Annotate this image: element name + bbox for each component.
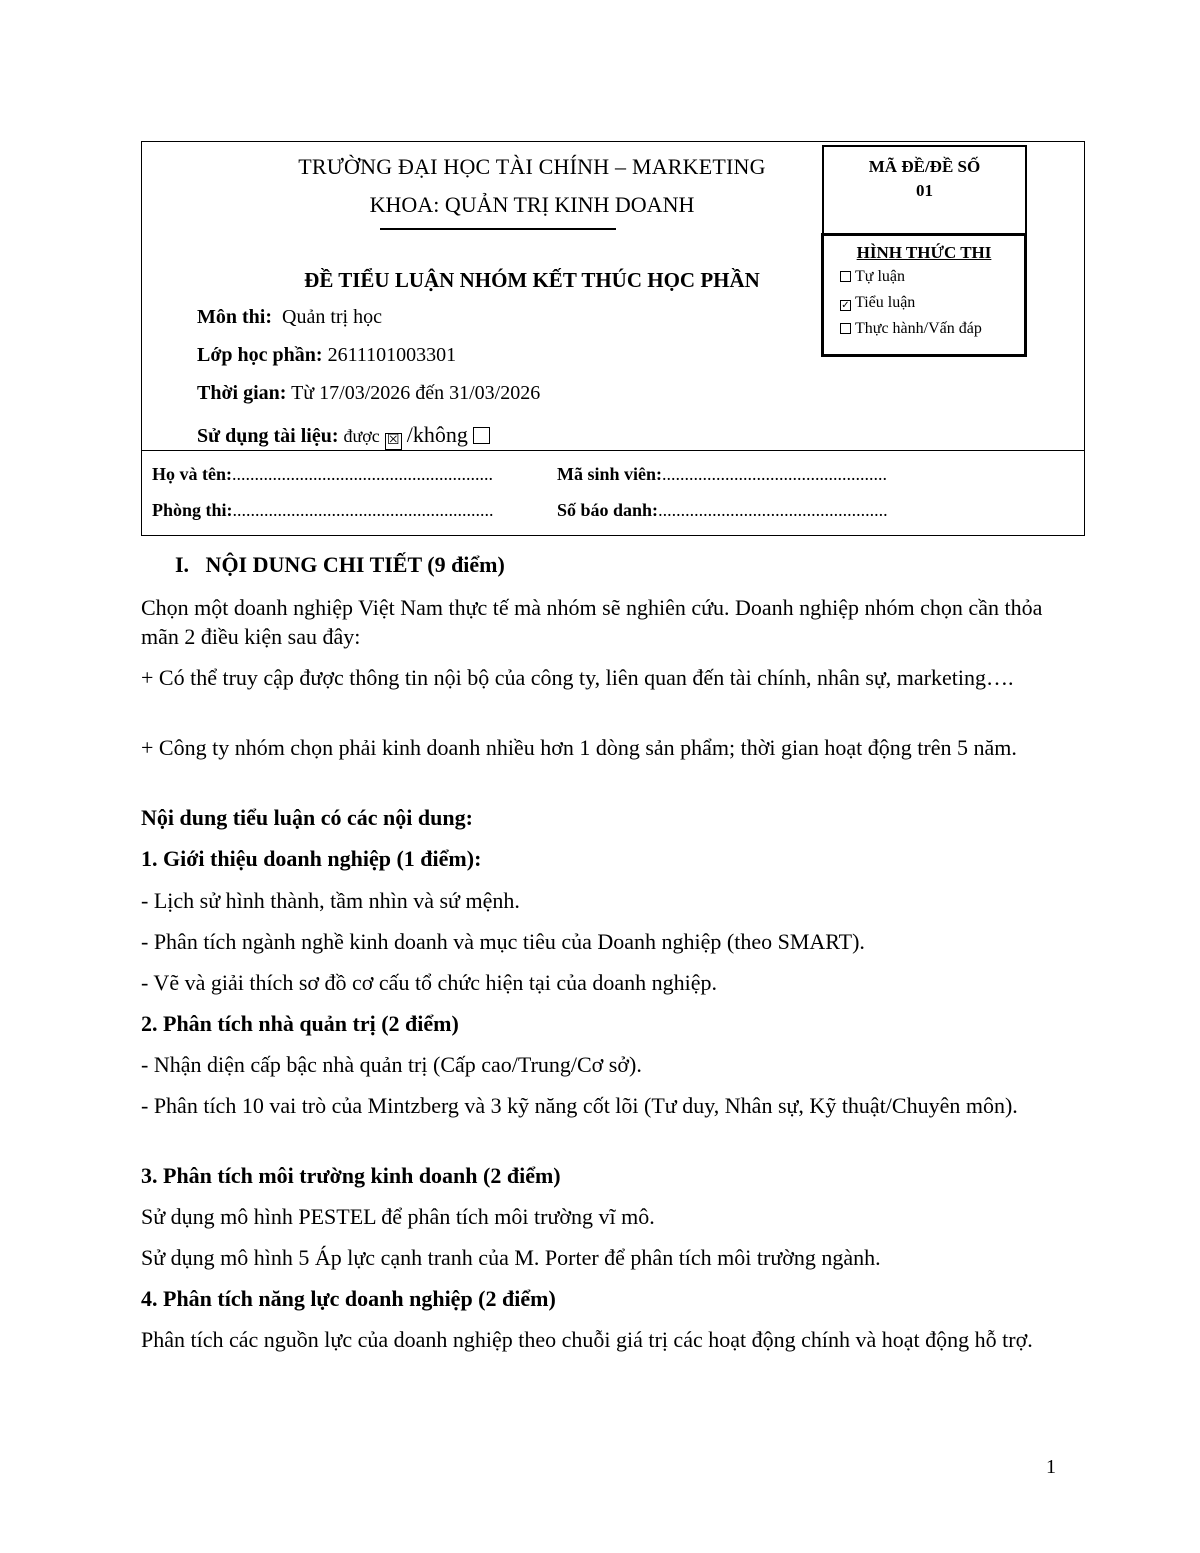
candidate-number-field[interactable]: [557, 500, 888, 521]
checkbox-icon[interactable]: [840, 271, 851, 282]
candidate-number-dots: ...................................................: [658, 500, 888, 520]
form-option-practice[interactable]: [840, 316, 1024, 342]
exam-title: ĐỀ TIỂU LUẬN NHÓM KẾT THÚC HỌC PHẦN: [304, 268, 760, 292]
faculty-name: KHOA: QUẢN TRỊ KINH DOANH: [369, 192, 695, 217]
exam-room-dots: ..........................................................: [232, 500, 494, 520]
exam-header-table: [141, 141, 1085, 536]
student-id-label: Mã sinh viên:: [557, 464, 663, 484]
time-line: [197, 382, 540, 405]
time-label: Thời gian:: [197, 382, 287, 404]
h2-item-2: - Phân tích 10 vai trò của Mintzberg và 3 kỹ năng cốt lõi (Tư duy, Nhân sự, Kỹ thuật/Chuyên môn).: [141, 1093, 1018, 1118]
exam-code-box: [822, 145, 1027, 235]
header-divider: [142, 450, 1084, 451]
student-name-field[interactable]: [152, 464, 493, 485]
content-heading: Nội dung tiểu luận có các nội dung:: [141, 805, 473, 830]
form-option-essay[interactable]: [840, 264, 1024, 290]
h2-item-1: - Nhận diện cấp bậc nhà quản trị (Cấp cao/Trung/Cơ sở).: [141, 1052, 642, 1077]
exam-code-value: 01: [916, 181, 933, 200]
materials-not-label: /không: [406, 422, 468, 447]
form-option-label: Thực hành/Vấn đáp: [855, 320, 982, 337]
class-line: [197, 344, 456, 367]
materials-line: [197, 422, 490, 450]
checkbox-icon[interactable]: [840, 323, 851, 334]
student-id-field[interactable]: [557, 464, 887, 485]
class-value: 2611101003301: [327, 344, 457, 366]
materials-allowed-checkbox[interactable]: ☒: [385, 433, 402, 450]
page-number: 1: [1046, 1456, 1056, 1478]
h4-item-1: Phân tích các nguồn lực của doanh nghiệp theo chuỗi giá trị các hoạt động chính và hoạt động hỗ trợ.: [141, 1327, 1033, 1352]
section-title: I. NỘI DUNG CHI TIẾT (9 điểm): [175, 552, 505, 577]
intro-paragraph: Chọn một doanh nghiệp Việt Nam thực tế mà nhóm sẽ nghiên cứu. Doanh nghiệp nhóm chọn cần thỏa mãn 2 điều kiện sau đây:: [141, 595, 1043, 649]
form-option-label: Tự luận: [855, 268, 905, 285]
student-name-label: Họ và tên:: [152, 464, 232, 484]
exam-form-title: HÌNH THỨC THI: [856, 243, 992, 262]
subject-value: Quản trị học: [282, 306, 382, 328]
materials-allowed: được: [343, 426, 380, 446]
student-id-dots: ..................................................: [662, 464, 888, 484]
heading-4: 4. Phân tích năng lực doanh nghiệp (2 điểm): [141, 1286, 556, 1311]
time-value: Từ 17/03/2026 đến 31/03/2026: [291, 382, 541, 404]
school-name: TRƯỜNG ĐẠI HỌC TÀI CHÍNH – MARKETING: [298, 154, 766, 179]
heading-1: 1. Giới thiệu doanh nghiệp (1 điểm):: [141, 846, 482, 871]
h3-item-1: Sử dụng mô hình PESTEL để phân tích môi trường vĩ mô.: [141, 1204, 655, 1229]
class-label: Lớp học phần:: [197, 344, 323, 366]
exam-code-label: MÃ ĐỀ/ĐỀ SỐ: [868, 157, 981, 176]
h1-item-2: - Phân tích ngành nghề kinh doanh và mục tiêu của Doanh nghiệp (theo SMART).: [141, 929, 865, 954]
condition-2: + Công ty nhóm chọn phải kinh doanh nhiều hơn 1 dòng sản phẩm; thời gian hoạt động trên 5 năm.: [141, 735, 1017, 760]
exam-room-field[interactable]: [152, 500, 494, 521]
h3-item-2: Sử dụng mô hình 5 Áp lực cạnh tranh của M. Porter để phân tích môi trường ngành.: [141, 1245, 881, 1270]
student-name-dots: ..........................................................: [232, 464, 493, 484]
exam-room-label: Phòng thi:: [152, 500, 233, 520]
form-option-thesis[interactable]: [840, 290, 1024, 316]
form-option-label: Tiểu luận: [855, 294, 916, 311]
header-rule: [380, 228, 616, 230]
exam-form-box: [821, 233, 1027, 357]
condition-1: + Có thể truy cập được thông tin nội bộ của công ty, liên quan đến tài chính, nhân sự, marketing….: [141, 665, 1014, 690]
checked-checkbox-icon[interactable]: ✓: [841, 300, 850, 311]
heading-2: 2. Phân tích nhà quản trị (2 điểm): [141, 1011, 459, 1036]
heading-3: 3. Phân tích môi trường kinh doanh (2 điểm): [141, 1163, 561, 1188]
subject-label: Môn thi:: [197, 306, 272, 328]
subject-line: [197, 306, 382, 329]
materials-not-checkbox[interactable]: [473, 427, 490, 444]
h1-item-1: - Lịch sử hình thành, tầm nhìn và sứ mệnh.: [141, 888, 520, 913]
materials-label: Sử dụng tài liệu:: [197, 425, 339, 447]
h1-item-3: - Vẽ và giải thích sơ đồ cơ cấu tổ chức hiện tại của doanh nghiệp.: [141, 970, 718, 995]
candidate-number-label: Số báo danh:: [557, 500, 659, 520]
